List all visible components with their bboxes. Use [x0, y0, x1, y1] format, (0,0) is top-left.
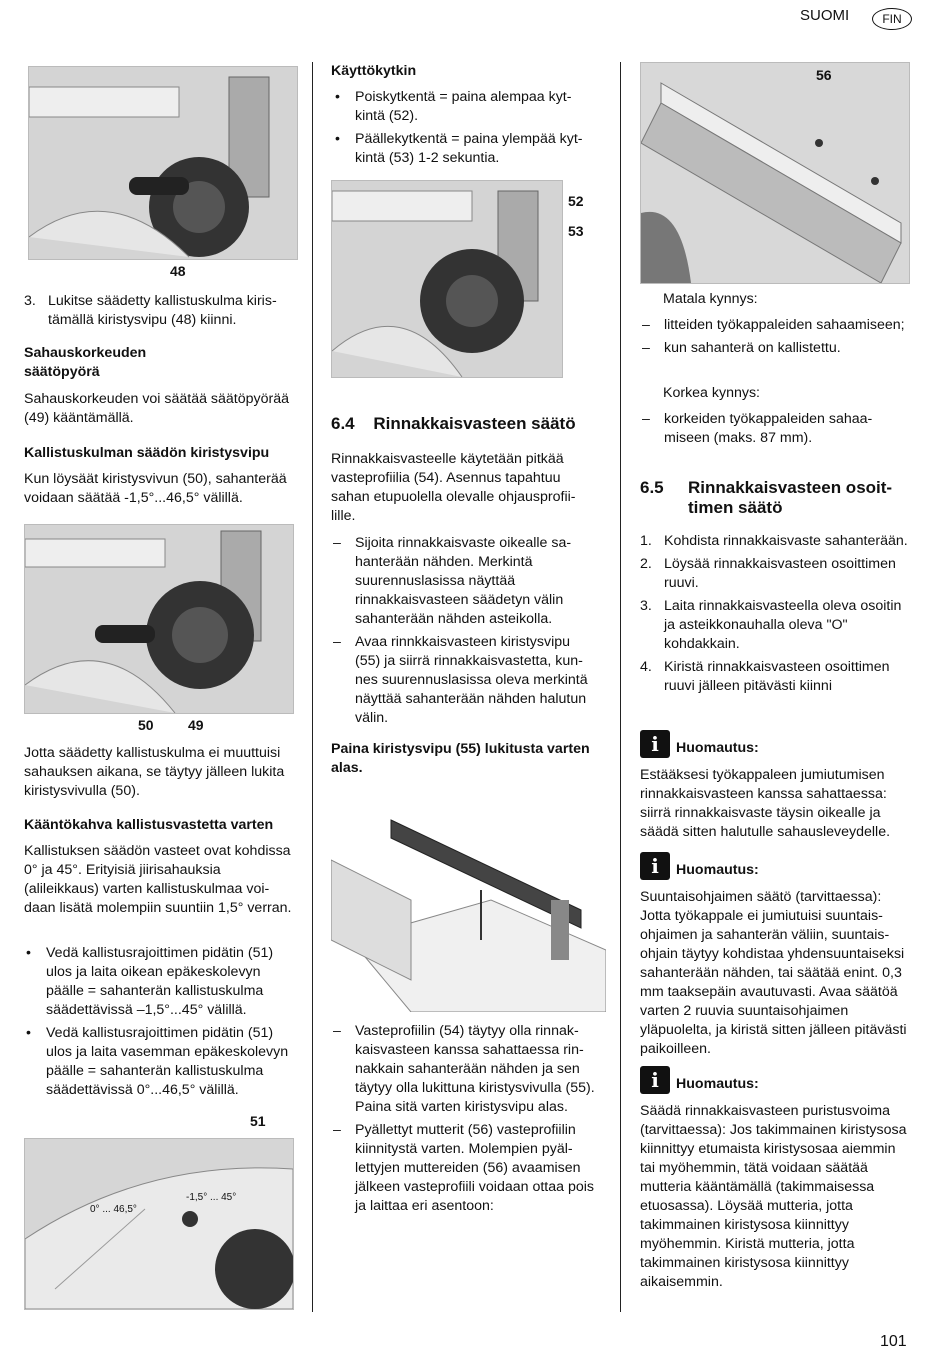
heading-paina: Paina kiristysvipu (55) lukitusta varten alas. [331, 741, 590, 776]
heading-6-5-title: Rinnakkaisvasteen osoittimen säätö [688, 478, 893, 517]
step-text: Kohdista rinnakkaisvaste sahanterään. [664, 533, 908, 549]
heading-6-5-number: 6.5 [640, 478, 664, 497]
step-number: 4. [640, 659, 652, 675]
note-label: Huomautus: [676, 1076, 759, 1092]
note-2-head [640, 852, 759, 880]
bullet-list-col2 [331, 88, 593, 172]
note-3-text: Säädä rinnakkaisvasteen puristusvoima (tarvittaessa): Jos takimmainen kiristysosa kiinnittyy etumaista kiristysosaa aiemmin tai myöhemmin, tätä voidaan säätää mutteria kääntämällä (takimmaisessa etuosassa). Löysää mutteria, jotta takimmainen kiristysosa kiinnittyy myöhemmin. Kiristä mutteria, jotta takimmainen kiristysosa kiinnittyy aikaisemmin. [640, 1103, 907, 1290]
info-icon: i [640, 730, 670, 758]
column-divider-2 [620, 62, 621, 1312]
figure-fence-nuts-56 [640, 62, 910, 284]
heading-6-4-title: Rinnakkaisvasteen säätö [373, 414, 576, 433]
step-number: 3. [640, 598, 652, 614]
bullet-list-col1 [22, 944, 296, 1104]
list-item: • Vedä kallistusrajoittimen pidätin (51) ulos ja laita vasemman epäkeskolevyn päälle = sahanterän kallistuskulma säädettävissä 0°...46,5° välillä. [22, 1024, 296, 1100]
figure-fence-54-55 [331, 800, 606, 1012]
list-item: • Poiskytkentä = paina alempaa kytkintä (52). [331, 88, 593, 126]
heading-6-5 [640, 478, 910, 518]
dash-list-korkea [640, 410, 910, 452]
info-icon: i [640, 1066, 670, 1094]
list-item: • Päällekytkentä = paina ylempää kytkintä (53) 1-2 sekuntia. [331, 130, 593, 168]
list-item: – korkeiden työkappaleiden sahaamiseen (maks. 87 mm). [640, 410, 910, 448]
info-icon: i [640, 852, 670, 880]
figure-bevel-lever-48 [28, 66, 298, 260]
note-label: Huomautus: [676, 740, 759, 756]
para-matala: Matala kynnys: [663, 291, 758, 307]
language-badge: FIN [872, 8, 912, 30]
step-text: Löysää rinnakkaisvasteen osoittimen ruuvi. [664, 556, 896, 591]
heading-kallistuskulman: Kallistuskulman säädön kiristysvipu [24, 445, 270, 461]
dash-list-col2-a [331, 534, 597, 732]
column-divider-1 [312, 62, 313, 1312]
list-item: – Vasteprofiilin (54) täytyy olla rinnakkaisvasteen kanssa sahattaessa rinnakkain sahanterään nähden ja sen täytyy olla lukittuna kiristysvivulla (55). Paina sitä varten kiristysvipu alas. [331, 1022, 597, 1117]
heading-sahauskorkeuden: Sahauskorkeuden säätöpyörä [24, 345, 147, 380]
heading-6-4-number: 6.4 [331, 414, 355, 433]
note-1-text: Estääksesi työkappaleen jumiutumisen rinnakkaisvasteen kanssa sahattaessa: siirrä rinnakkaisvaste täysin oikealle ja säädä sitten halutulle sahausleveydelle. [640, 767, 891, 840]
para-jotta: Jotta säädetty kallistuskulma ei muuttuisi sahauksen aikana, se täytyy jälleen lukita kiristysvivulla (50). [24, 745, 285, 799]
step-3-text: Lukitse säädetty kallistuskulma kiristämällä kiristysvipu (48) kiinni. [48, 293, 277, 328]
step-text: Laita rinnakkaisvasteella oleva osoitin ja asteikkonauhalla oleva "O" kohdakkain. [664, 598, 902, 652]
list-item [640, 597, 910, 654]
list-item [640, 532, 910, 551]
para-korkea: Korkea kynnys: [663, 385, 760, 401]
step-3-number: 3. [24, 293, 36, 309]
list-item [640, 555, 910, 593]
dash-list-col2-b [331, 1022, 597, 1220]
callout-50: 50 [138, 717, 154, 733]
note-label: Huomautus: [676, 862, 759, 878]
step-3 [24, 292, 294, 330]
header-language: SUOMI [800, 7, 850, 24]
note-1-head [640, 730, 759, 758]
para-sahauskorkeuden: Sahauskorkeuden voi säätää säätöpyörää (49) kääntämällä. [24, 391, 290, 426]
fig3-label-right: -1,5° ... 45° [186, 1192, 237, 1203]
para-kallistuksen: Kallistuksen säädön vasteet ovat kohdissa 0° ja 45°. Erityisiä jiirisahauksia (alileikkaus) varten kallistuskulmaa voidaan lisätä molempiin suuntiin 1,5° verran. [24, 843, 292, 916]
list-item: – Sijoita rinnakkaisvaste oikealle sahanterään nähden. Merkintä suurennuslasissa näyttää rinnakkaisvasteen säädetyn välin sahanterään nähden asteikolla. [331, 534, 597, 629]
note-2-text: Suuntaisohjaimen säätö (tarvittaessa): Jotta työkappale ei jumiutuisi suuntaisohjaimen ja sahanterän väliin, suuntaisohjain täytyy kohdistaa yhdensuuntaiseksi sahanterään nähden, tai säätää enint. 0,3 mm taaksepäin avautuvasti. Avaa säätöä varten 2 ruuvia suuntaisohjaimen yläpuolelta, ja kiristä sitten jälleen pitävästi paikoilleen. [640, 889, 907, 1057]
step-number: 2. [640, 556, 652, 572]
list-item: – Pyällettyt mutterit (56) vasteprofiilin kiinnitystä varten. Molempien pyällettyjen muttereiden (56) avaamisen jälkeen vasteprofiili voidaan ottaa pois ja laittaa eri asentoon: [331, 1121, 597, 1216]
heading-kaantokahva: Kääntökahva kallistusvastetta varten [24, 817, 274, 833]
callout-53: 53 [568, 223, 584, 239]
callout-56: 56 [816, 67, 832, 83]
figure-levers-50-49 [24, 524, 294, 714]
figure-bevel-stop-51 [24, 1138, 294, 1310]
page-number: 101 [880, 1333, 907, 1350]
callout-51: 51 [250, 1113, 266, 1129]
dash-list-matala [640, 316, 910, 362]
step-number: 1. [640, 533, 652, 549]
figure-switch-52-53 [331, 180, 563, 378]
list-item [640, 658, 910, 696]
list-item: – kun sahanterä on kallistettu. [640, 339, 910, 358]
heading-6-4 [331, 414, 576, 434]
callout-52: 52 [568, 193, 584, 209]
note-3-head [640, 1066, 759, 1094]
list-item: – litteiden työkappaleiden sahaamiseen; [640, 316, 910, 335]
list-item: • Vedä kallistusrajoittimen pidätin (51) ulos ja laita oikean epäkeskolevyn päälle = sahanterän kallistuskulma säädettävissä –1,5°...45° välillä. [22, 944, 296, 1020]
para-kallistuskulman: Kun löysäät kiristysvivun (50), sahanterää voidaan säätää -1,5°...46,5° välillä. [24, 471, 287, 506]
fig3-label-left: 0° ... 46,5° [90, 1204, 137, 1215]
callout-49: 49 [188, 717, 204, 733]
list-item: – Avaa rinnkkaisvasteen kiristysvipu (55) ja siirrä rinnakkaisvastetta, kunnes suurennuslasissa oleva merkintä näyttää sahanterään nähden halutun välin. [331, 633, 597, 728]
callout-48: 48 [170, 263, 186, 279]
heading-kayttokytkin: Käyttökytkin [331, 63, 417, 79]
step-text: Kiristä rinnakkaisvasteen osoittimen ruuvi jälleen pitävästi kiinni [664, 659, 890, 694]
numbered-list-col3 [640, 532, 910, 700]
para-rinnakkais: Rinnakkaisvasteelle käytetään pitkää vasteprofiilia (54). Asennus tapahtuu sahan etupuolella olevalle ohjausprofiilille. [331, 451, 576, 524]
